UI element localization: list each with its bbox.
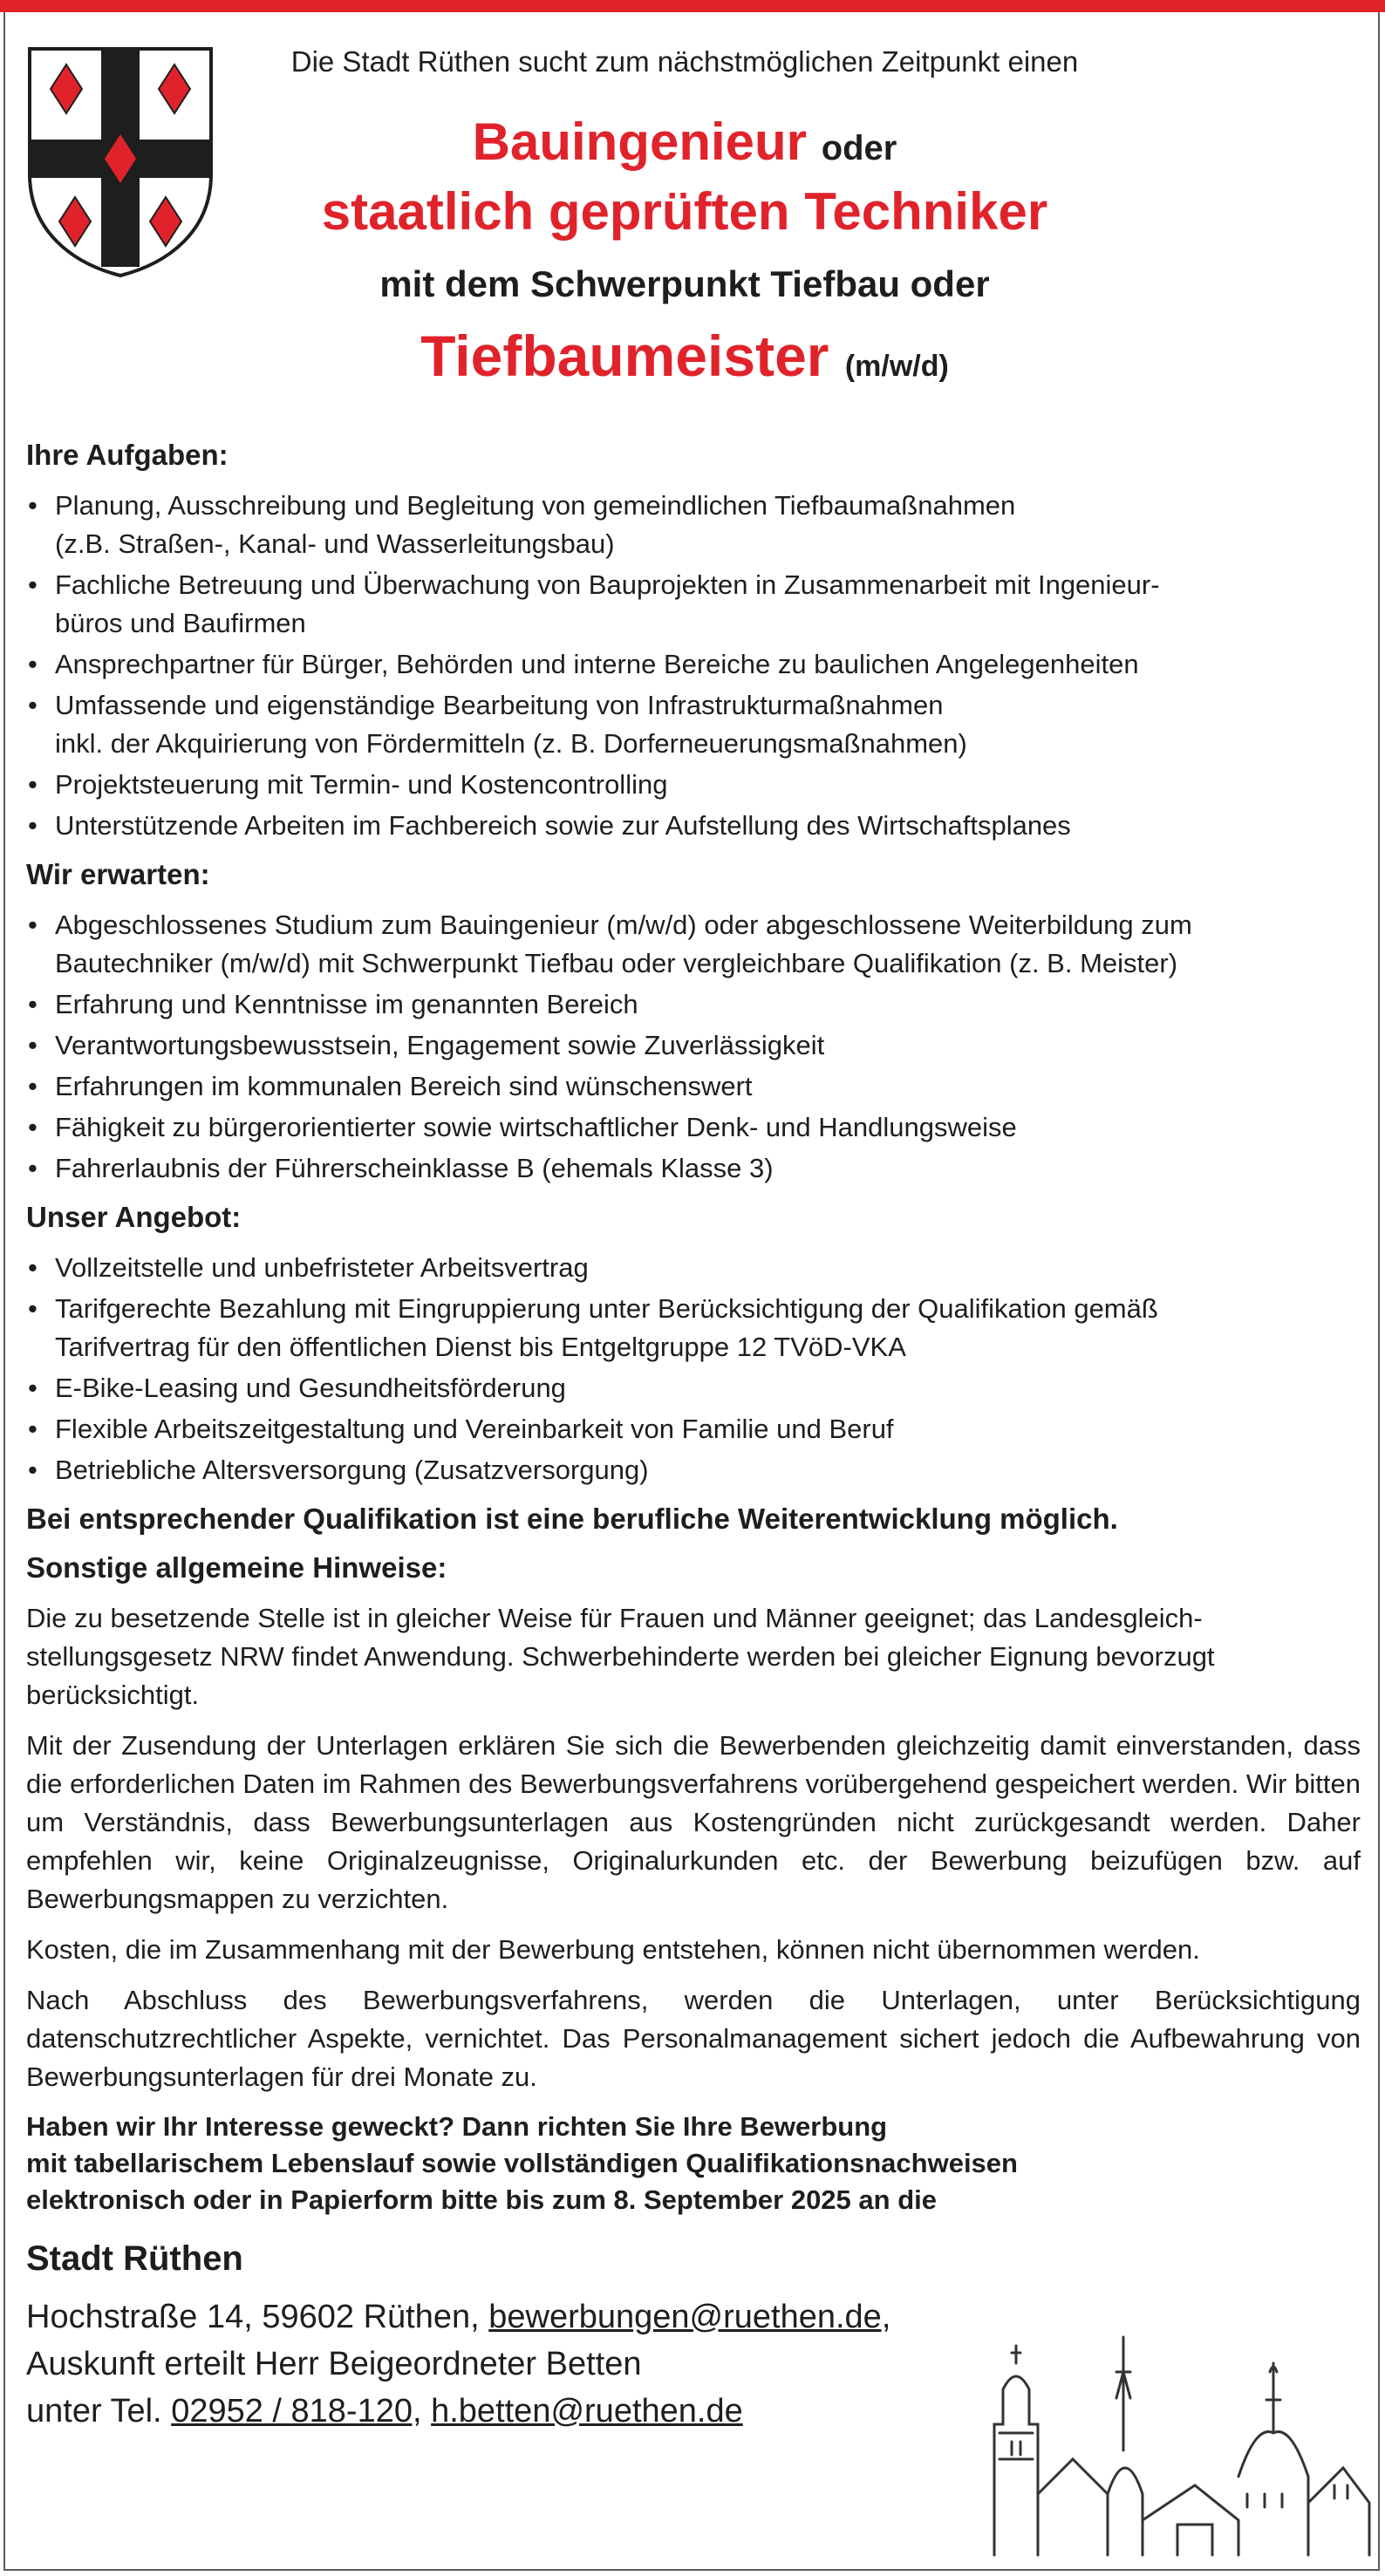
list-item bbox=[26, 766, 1361, 804]
contact-auskunft: Auskunft erteilt Herr Beigeordneter Betten bbox=[26, 2346, 642, 2382]
list-item-line: • Tarifgerechte Bezahlung mit Eingruppierung unter Berücksichtigung der Qualifikation gemäß bbox=[55, 1293, 1158, 1324]
intro-line: Die Stadt Rüthen sucht zum nächstmöglichen Zeitpunkt einen bbox=[290, 45, 1079, 78]
call-to-action bbox=[26, 2109, 1160, 2218]
list-item bbox=[26, 1249, 1361, 1287]
title-tiefbaumeister: Tiefbaumeister bbox=[420, 324, 829, 388]
list-item bbox=[26, 1149, 1361, 1188]
list-item bbox=[26, 1451, 1361, 1489]
list-item-line: inkl. der Akquirierung von Fördermitteln (z. B. Dorferneuerungsmaßnahmen) bbox=[55, 728, 967, 759]
list-item-line: • Abgeschlossenes Studium zum Bauingenieur (m/w/d) oder abgeschlossene Weiterbildung zum bbox=[55, 910, 1192, 940]
organization-name: Stadt Rüthen bbox=[26, 2239, 243, 2278]
main-content bbox=[26, 436, 1361, 2435]
hinweis-paragraph-2: Mit der Zusendung der Unterlagen erklären Sie sich die Bewerbenden gleichzeitig damit einverstanden, dass die erforderlichen Daten im Rahmen des Bewerbungsverfahrens vorübergehend gespeichert werden. Wir bitten um Verständnis, dass Bewerbungsunterlagen aus Kostengründen nicht zurückgesandt werden. Daher empfehlen wir, keine Originalzeugnisse, Originalurkunden etc. der Bewerbung beizufügen bzw. auf Bewerbungsmappen zu verzichten. bbox=[26, 1730, 1361, 1914]
list-item bbox=[26, 807, 1361, 845]
job-title-line2: staatlich geprüften Techniker bbox=[321, 182, 1048, 241]
section-title-hinweise: Sonstige allgemeine Hinweise: bbox=[26, 1551, 447, 1584]
top-red-bar bbox=[0, 0, 1385, 12]
list-item bbox=[26, 1290, 1361, 1366]
job-title-line4 bbox=[218, 323, 1151, 389]
list-item bbox=[26, 487, 1361, 563]
list-item-line: • Planung, Ausschreibung und Begleitung von gemeindlichen Tiefbaumaßnahmen bbox=[55, 490, 1016, 521]
list-item bbox=[26, 686, 1361, 763]
list-item bbox=[26, 985, 1361, 1024]
list-item-line: • Fähigkeit zu bürgerorientierter sowie wirtschaftlicher Denk- und Handlungsweise bbox=[55, 1112, 1017, 1142]
list-angebot bbox=[26, 1249, 1361, 1489]
hinweis-paragraph-1: Die zu besetzende Stelle ist in gleicher Weise für Frauen und Männer geeignet; das Landesgleich-stellungsgesetz NRW findet Anwendung. Schwerbehinderte werden bei gleicher Eignung bevorzugt berücksichtigt. bbox=[26, 1603, 1215, 1710]
list-item-line: • Umfassende und eigenständige Bearbeitung von Infrastrukturmaßnahmen bbox=[55, 690, 944, 720]
town-skyline-icon bbox=[977, 2320, 1378, 2564]
list-item-line: (z.B. Straßen-, Kanal- und Wasserleitungsbau) bbox=[55, 528, 615, 559]
list-item-line: • Erfahrungen im kommunalen Bereich sind wünschenswert bbox=[55, 1071, 753, 1101]
list-item-line: Bautechniker (m/w/d) mit Schwerpunkt Tiefbau oder vergleichbare Qualifikation (z. B. Meister) bbox=[55, 948, 1178, 978]
list-aufgaben bbox=[26, 487, 1361, 845]
hinweis-paragraph-4: Nach Abschluss des Bewerbungsverfahrens, werden die Unterlagen, unter Berücksichtigung datenschutzrechtlicher Aspekte, vernichtet. Das Personalmanagement sichert jedoch die Aufbewahrung von Bewerbungsunterlagen für drei Monate zu. bbox=[26, 1985, 1361, 2092]
list-item-line: • Erfahrung und Kenntnisse im genannten Bereich bbox=[55, 989, 638, 1019]
list-item bbox=[26, 906, 1361, 983]
list-item bbox=[26, 1026, 1361, 1065]
weiterentwicklung-note: Bei entsprechender Qualifikation ist eine berufliche Weiterentwicklung möglich. bbox=[26, 1503, 1118, 1535]
list-item-line: • Fahrerlaubnis der Führerscheinklasse B (ehemals Klasse 3) bbox=[55, 1153, 774, 1183]
list-item bbox=[26, 1067, 1361, 1106]
city-crest-icon bbox=[24, 44, 216, 279]
list-item-line: • Verantwortungsbewusstsein, Engagement sowie Zuverlässigkeit bbox=[55, 1030, 825, 1060]
list-item-line: • E-Bike-Leasing und Gesundheitsförderung bbox=[55, 1373, 566, 1403]
list-item-line: • Betriebliche Altersversorgung (Zusatzversorgung) bbox=[55, 1455, 649, 1485]
tel-prefix: unter Tel. bbox=[26, 2393, 162, 2429]
cta-line-2: mit tabellarischem Lebenslauf sowie vollständigen Qualifikationsnachweisen bbox=[26, 2148, 1018, 2178]
list-item bbox=[26, 566, 1361, 643]
section-title-erwarten: Wir erwarten: bbox=[26, 858, 210, 890]
hinweis-paragraph-3: Kosten, die im Zusammenhang mit der Bewerbung entstehen, können nicht übernommen werden. bbox=[26, 1934, 1200, 1965]
list-item-line: • Projektsteuerung mit Termin- und Kostencontrolling bbox=[55, 769, 668, 800]
section-title-aufgaben: Ihre Aufgaben: bbox=[26, 439, 229, 471]
cta-line-3: elektronisch oder in Papierform bitte bis zum 8. September 2025 an die bbox=[26, 2184, 937, 2215]
list-item-line: • Vollzeitstelle und unbefristeter Arbeitsvertrag bbox=[55, 1252, 589, 1283]
title-oder: oder bbox=[821, 129, 897, 167]
list-item bbox=[26, 1108, 1361, 1147]
contact-address: Hochstraße 14, 59602 Rüthen, bbox=[26, 2299, 480, 2335]
email-link-betten[interactable]: h.betten@ruethen.de bbox=[431, 2393, 743, 2429]
phone-link[interactable]: 02952 / 818-120, bbox=[171, 2393, 422, 2429]
list-item-line: • Ansprechpartner für Bürger, Behörden und interne Bereiche zu baulichen Angelegenheiten bbox=[55, 649, 1139, 679]
list-item bbox=[26, 1369, 1361, 1407]
title-bauingenieur: Bauingenieur bbox=[472, 112, 808, 171]
list-item bbox=[26, 1410, 1361, 1448]
list-item-line: • Unterstützende Arbeiten im Fachbereich sowie zur Aufstellung des Wirtschaftsplanes bbox=[55, 810, 1071, 841]
cta-line-1: Haben wir Ihr Interesse geweckt? Dann richten Sie Ihre Bewerbung bbox=[26, 2111, 888, 2142]
section-title-angebot: Unser Angebot: bbox=[26, 1201, 242, 1233]
list-item bbox=[26, 645, 1361, 684]
job-title-line3: mit dem Schwerpunkt Tiefbau oder bbox=[379, 263, 990, 304]
list-item-line: • Flexible Arbeitszeitgestaltung und Vereinbarkeit von Familie und Beruf bbox=[55, 1414, 894, 1444]
list-item-line: • Fachliche Betreuung und Überwachung von Bauprojekten in Zusammenarbeit mit Ingenieur- bbox=[55, 569, 1160, 600]
email-link-bewerbungen[interactable]: bewerbungen@ruethen.de, bbox=[488, 2299, 891, 2335]
list-item-line: büros und Baufirmen bbox=[55, 608, 306, 638]
list-item-line: Tarifvertrag für den öffentlichen Dienst bis Entgeltgruppe 12 TVöD-VKA bbox=[55, 1332, 906, 1362]
title-gender: (m/w/d) bbox=[844, 350, 949, 383]
job-title-line1 bbox=[218, 112, 1151, 172]
list-erwarten bbox=[26, 906, 1361, 1188]
